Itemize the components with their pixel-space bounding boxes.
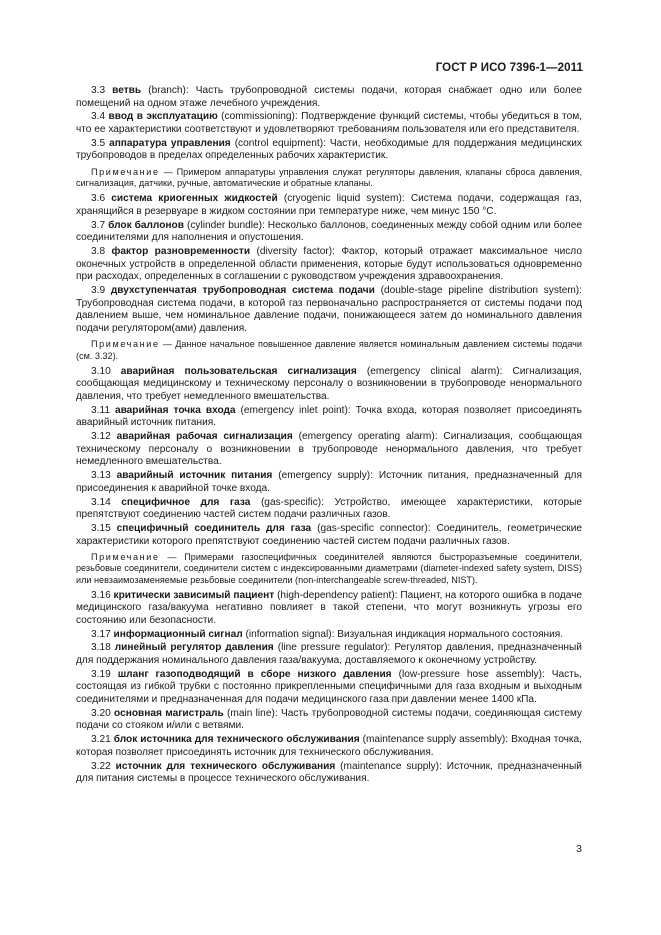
entry-definition: Фактор, который отражает максимальное число оконечных устройств в определенной области применения, которые будут использоваться одновременно при расходах, определенных в соглашении с руководством учреждения здравоохранения. xyxy=(76,246,582,283)
entry-definition: Сигнализация, сообщающая техническому персоналу о возникновении в трубопроводе ненормального давления, что требует немедленного вмешательства. xyxy=(76,431,582,468)
entry-number: 3.21 xyxy=(91,734,111,746)
entry-definition: Трубопроводная система подачи, в которой газ первоначально распространяется от системы подачи под давлением выше, чем номинальное давление подачи, понижающееся затем до номинального давления подачи регулятором(ами) давления. xyxy=(76,297,582,334)
entry-english: (emergency supply): xyxy=(278,470,373,482)
entry-term: аппаратура управления xyxy=(109,137,231,149)
note-3-15 xyxy=(76,552,582,586)
entry-definition: Подтверждение функций системы, чтобы убедиться в том, что ее характеристики соответствуют и удовлетворяют требованиям пользователя или его представителя. xyxy=(76,111,582,135)
entry-english: (emergency operating alarm): xyxy=(298,431,438,443)
entry-definition: Часть трубопроводной системы подачи, которая снабжает одно или более помещений на одном этаже лечебного учреждения. xyxy=(76,85,582,109)
entry-number: 3.9 xyxy=(91,285,106,297)
entry-definition: Регулятор давления, предназначенный для поддержания номинального давления газа/вакуума, доставляемого к оконечному устройству. xyxy=(76,642,582,667)
entry-definition: Пациент, на которого ошибка в подаче медицинского газа/вакуума негативно повлияет в такой степени, что могут возникнуть угрозы его состоянию или безопасности. xyxy=(76,589,583,626)
entry-definition: Устройство, имеющее характеристики, которые препятствуют соединению частей систем подачи различных газов. xyxy=(76,496,582,521)
entry-english: (cryogenic liquid system): xyxy=(283,193,405,205)
entry-3-11 xyxy=(76,405,582,430)
entry-number: 3.15 xyxy=(91,522,111,534)
entry-number: 3.10 xyxy=(91,365,111,377)
entry-number: 3.16 xyxy=(91,589,111,601)
entry-term: линейный регулятор давления xyxy=(114,642,274,654)
entry-term: ветвь xyxy=(112,85,142,96)
entry-number: 3.20 xyxy=(91,707,111,719)
entry-english: (emergency inlet point): xyxy=(240,404,351,416)
entry-english: (cylinder bundle): xyxy=(186,219,265,231)
entry-english: (line pressure regulator): xyxy=(277,642,391,654)
note-label: Примечание xyxy=(91,166,160,177)
entry-english: (gas-specific connector): xyxy=(317,522,431,534)
entry-definition: Точка входа, которая позволяет присоединять аварийный источник питания. xyxy=(76,404,582,429)
note-label: Примечание xyxy=(91,552,160,563)
entry-3-19 xyxy=(76,669,582,707)
entry-definition: Источник, предназначенный для питания системы в процессе технического обслуживания. xyxy=(76,760,582,785)
entry-definition: Часть, состоящая из гибкой трубки с постоянно прикрепленными специфичными для газа входным и выходным соединителями и предназначенная для подачи медицинского газа при давлении менее 1400 кПа. xyxy=(76,668,582,706)
entry-number: 3.22 xyxy=(91,760,111,772)
entry-term: критически зависимый пациент xyxy=(113,589,275,601)
note-text: — Примерами газоспецифичных соединителей являются быстроразъемные соединители, резьбовые соединители, соединители систем с индексированными диаметрами (diameter-indexed safety system, DISS) или невзаимозаменяемые резьбовые соединители (non-interchangeable screw-threaded, NIST). xyxy=(76,552,582,585)
entry-number: 3.19 xyxy=(91,668,111,680)
entry-number: 3.6 xyxy=(91,193,106,205)
entry-english: (information signal): xyxy=(245,628,335,640)
entry-3-22 xyxy=(76,761,582,786)
entry-definition: Соединитель, геометрические характеристики которого препятствуют соединению частей систем подачи различных газов. xyxy=(76,522,582,547)
entry-term: двухступенчатая трубопроводная система подачи xyxy=(110,285,375,297)
entry-definition: Несколько баллонов, соединенных между собой одним или более соединителями для наполнения и опустошения. xyxy=(76,219,582,244)
entry-term: специфичное для газа xyxy=(121,496,251,508)
note-text: — Примером аппаратуры управления служат регуляторы давления, клапаны сброса давления, сигнализация, датчики, ручные, автоматические и обратные клапаны. xyxy=(76,166,582,189)
entry-term: блок источника для технического обслуживания xyxy=(113,734,360,746)
entry-number: 3.12 xyxy=(91,431,111,443)
note-text: — Данное начальное повышенное давление является номинальным давлением системы подачи (см. 3.32). xyxy=(76,339,582,361)
entry-english: (diversity factor): xyxy=(256,246,335,258)
entry-number: 3.3 xyxy=(91,85,106,96)
entry-number: 3.11 xyxy=(91,404,110,416)
entry-english: (commissioning): xyxy=(221,111,298,123)
entry-definition: Сигнализация, сообщающая медицинскому и техническому персоналу о возникновении в трубопроводе ненормального давления, что требует немедленного вмешательства. xyxy=(76,365,582,403)
entry-term: система криогенных жидкостей xyxy=(111,193,278,205)
entry-term: блок баллонов xyxy=(108,219,184,231)
entry-term: аварийная рабочая сигнализация xyxy=(116,431,293,443)
entry-term: шланг газоподводящий в сборе низкого давления xyxy=(117,668,392,680)
entry-3-14 xyxy=(76,497,582,522)
entry-term: специфичный соединитель для газа xyxy=(116,522,312,534)
entry-term: фактор разновременности xyxy=(111,246,251,258)
entry-term: ввод в эксплуатацию xyxy=(108,111,218,123)
entry-3-7 xyxy=(76,220,582,245)
entry-term: аварийная пользовательская сигнализация xyxy=(120,365,357,377)
entry-term: основная магистраль xyxy=(114,707,224,719)
entry-number: 3.8 xyxy=(91,246,106,258)
entry-english: (maintenance supply assembly): xyxy=(362,734,509,746)
entry-definition: Источник питания, предназначенный для присоединения к аварийной точке входа. xyxy=(76,470,582,494)
entry-number: 3.14 xyxy=(91,496,111,508)
entry-3-15 xyxy=(76,523,582,548)
entry-english: (branch): xyxy=(148,85,189,96)
document-code-header: ГОСТ Р ИСО 7396-1—2011 xyxy=(435,62,583,74)
entry-english: (emergency clinical alarm): xyxy=(366,365,503,377)
entry-number: 3.5 xyxy=(91,137,106,149)
entry-english: (double-stage pipeline distribution system): xyxy=(380,285,582,297)
entry-english: (maintenance supply): xyxy=(340,760,442,772)
note-3-9 xyxy=(76,339,582,361)
entry-definition: Часть трубопроводной системы подачи, соединяющая систему подачи со стояком и/или с ветвями. xyxy=(76,707,582,732)
entry-english: (main line): xyxy=(227,707,278,719)
entry-3-9 xyxy=(76,285,582,335)
page-number: 3 xyxy=(576,843,582,855)
entry-number: 3.4 xyxy=(91,111,106,123)
entry-3-8 xyxy=(76,246,582,284)
document-body xyxy=(76,85,582,787)
entry-number: 3.17 xyxy=(91,628,111,640)
entry-3-17 xyxy=(76,629,582,642)
entry-english: (control equipment): xyxy=(234,137,326,149)
entry-english: (high-dependency patient): xyxy=(277,589,398,601)
entry-number: 3.13 xyxy=(91,470,111,482)
entry-3-12 xyxy=(76,431,582,469)
entry-3-16 xyxy=(76,590,582,628)
entry-english: (low-pressure hose assembly): xyxy=(398,668,545,680)
entry-3-13 xyxy=(76,470,582,495)
entry-term: информационный сигнал xyxy=(113,628,243,640)
entry-3-20 xyxy=(76,708,582,733)
entry-english: (gas-specific): xyxy=(260,496,324,508)
note-3-5 xyxy=(76,167,582,189)
entry-term: аварийный источник питания xyxy=(116,470,273,482)
entry-3-6 xyxy=(76,193,582,218)
entry-3-10 xyxy=(76,366,582,404)
entry-definition: Система подачи, содержащая газ, хранящийся в резервуаре в жидком состоянии при температуре ниже, чем минус 150 °С. xyxy=(76,193,582,217)
entry-definition: Визуальная индикация нормального состояния. xyxy=(337,628,564,640)
entry-3-4 xyxy=(76,111,582,136)
entry-definition: Входная точка, которая позволяет присоединять источник для технического обслуживания. xyxy=(76,734,582,758)
entry-3-3 xyxy=(76,85,582,110)
entry-term: аварийная точка входа xyxy=(114,404,236,416)
entry-3-21 xyxy=(76,734,582,759)
note-label: Примечание xyxy=(91,339,160,350)
entry-3-18 xyxy=(76,642,582,667)
entry-definition: Части, необходимые для поддержания медицинских трубопроводов в пределах определенных рабочих характеристик. xyxy=(76,137,582,162)
entry-3-5 xyxy=(76,138,582,163)
entry-term: источник для технического обслуживания xyxy=(115,760,336,772)
entry-number: 3.7 xyxy=(91,219,106,231)
entry-number: 3.18 xyxy=(91,642,111,654)
